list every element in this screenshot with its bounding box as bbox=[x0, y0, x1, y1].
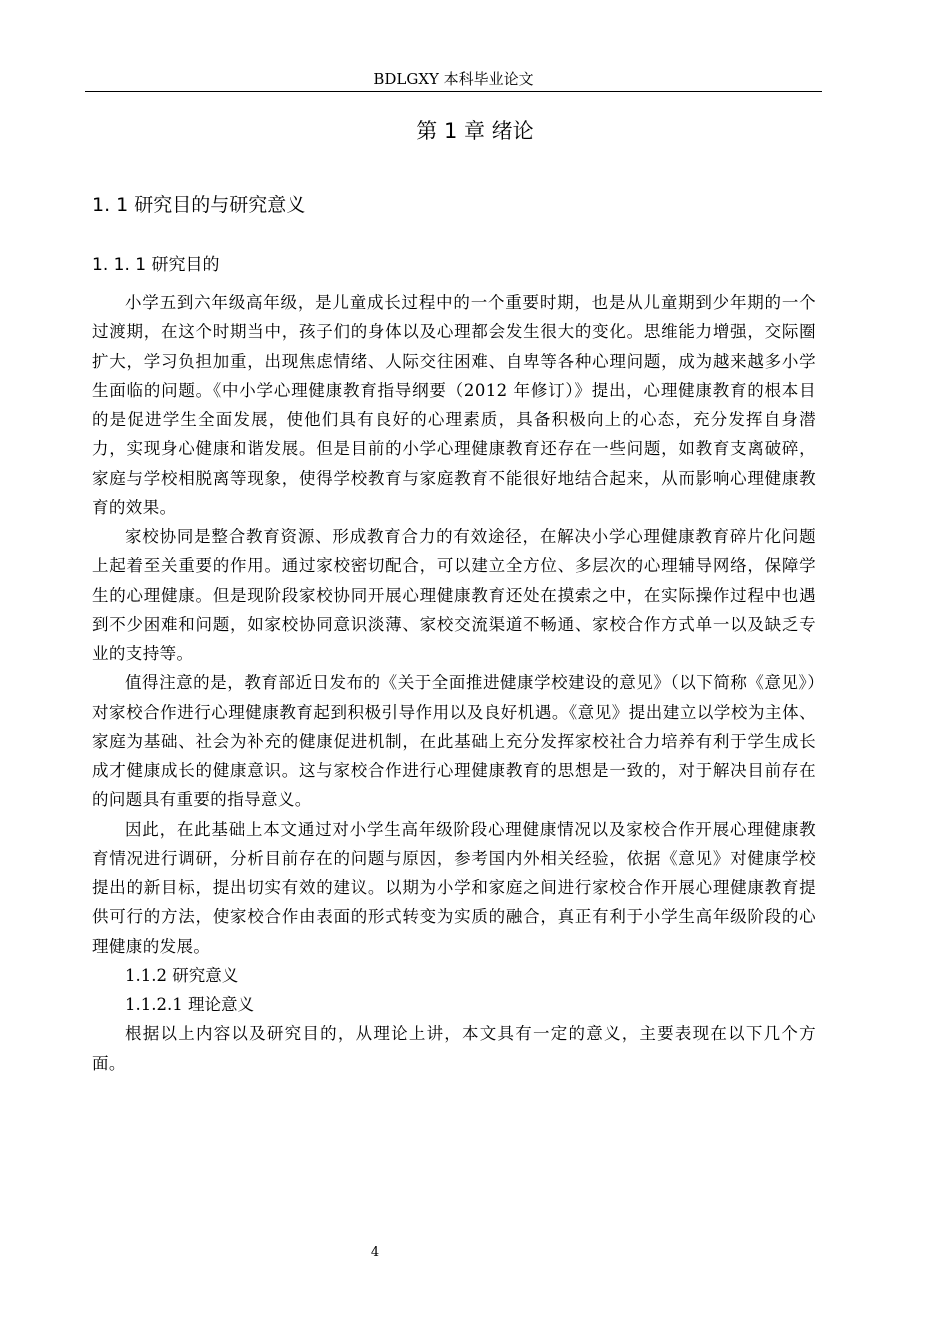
paragraph: 小学五到六年级高年级，是儿童成长过程中的一个重要时期，也是从儿童期到少年期的一个过渡期，在这个时期当中，孩子们的身体以及心理都会发生很大的变化。思维能力增强，交际圈扩大，学习负担加重，出现焦虑情绪、人际交往困难、自卑等各种心理问题，成为越来越多小学生面临的问题。《中小学心理健康教育指导纲要（2012 年修订）》提出，心理健康教育的根本目的是促进学生全面发展，使他们具有良好的心理素质，具备积极向上的心态，充分发挥自身潜力，实现身心健康和谐发展。但是目前的小学心理健康教育还存在一些问题，如教育支离破碎，家庭与学校相脱离等现象，使得学校教育与家庭教育不能很好地结合起来，从而影响心理健康教育的效果。 bbox=[92, 293, 816, 517]
header-rule bbox=[85, 91, 822, 92]
paragraph: 家校协同是整合教育资源、形成教育合力的有效途径，在解决小学心理健康教育碎片化问题上起着至关重要的作用。通过家校密切配合，可以建立全方位、多层次的心理辅导网络，保障学生的心理健康。但是现阶段家校协同开展心理健康教育还处在摸索之中，在实际操作过程中也遇到不少困难和问题，如家校协同意识淡薄、家校交流渠道不畅通、家校合作方式单一以及缺乏专业的支持等。 bbox=[92, 527, 816, 663]
paragraph: 根据以上内容以及研究目的，从理论上讲，本文具有一定的意义，主要表现在以下几个方面。 bbox=[92, 1024, 816, 1073]
paragraph: 值得注意的是，教育部近日发布的《关于全面推进健康学校建设的意见》（以下简称《意见》）对家校合作进行心理健康教育起到积极引导作用以及良好机遇。《意见》提出建立以学校为主体、家庭为基础、社会为补充的健康促进机制，在此基础上充分发挥家校社合力培养有利于学生成长成才健康成长的健康意识。这与家校合作进行心理健康教育的思想是一致的，对于解决目前存在的问题具有重要的指导意义。 bbox=[92, 673, 816, 810]
body-text bbox=[92, 288, 816, 1078]
page-number: 4 bbox=[370, 1245, 380, 1260]
chapter-title: 第 1 章 绪论 bbox=[416, 119, 534, 143]
page-header: BDLGXY 本科毕业论文 bbox=[373, 70, 534, 88]
paragraph: 因此，在此基础上本文通过对小学生高年级阶段心理健康情况以及家校合作开展心理健康教育情况进行调研，分析目前存在的问题与原因，参考国内外相关经验，依据《意见》对健康学校提出的新目标，提出切实有效的建议。以期为小学和家庭之间进行家校合作开展心理健康教育提供可行的方法，使家校合作由表面的形式转变为实质的融合，真正有利于小学生高年级阶段的心理健康的发展。 bbox=[92, 819, 816, 956]
subheading-theoretical-significance: 1.1.2.1 理论意义 bbox=[125, 995, 254, 1014]
subsection-heading: 1. 1. 1 研究目的 bbox=[92, 255, 220, 275]
section-heading: 1. 1 研究目的与研究意义 bbox=[92, 194, 306, 216]
subheading-research-significance: 1.1.2 研究意义 bbox=[125, 965, 239, 985]
